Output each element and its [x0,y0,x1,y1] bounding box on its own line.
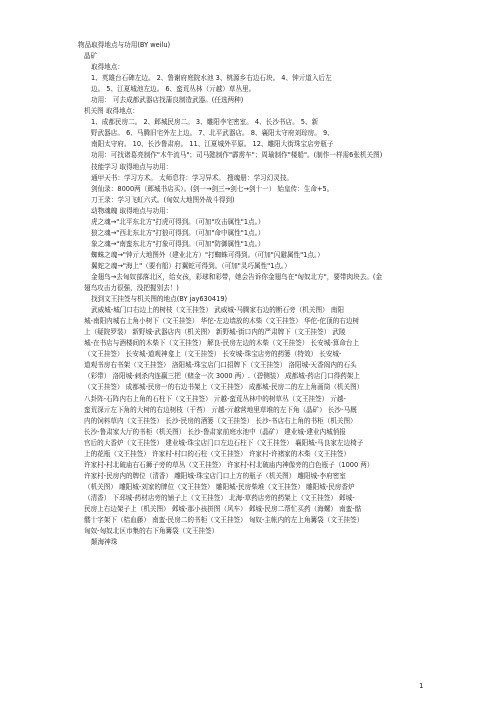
text-line: 晶矿 [84,52,98,61]
document-body [78,40,442,548]
text-line: 机关图 取得地点： [84,107,139,116]
text-line: 官后的大香炉（文王挂签） 建业城-珠宝店门口左边石柱下（文王挂签） 襄阳城-马良家左边椅子 [84,438,364,447]
text-line: 虎之魂→"北平东北方"打虎可得到。（可加"攻击属性"1点。） [91,217,265,226]
text-line: 城-在书店与酒楼间的木柴下（文王挂签） 解良-民房左边的木柴（文王挂签） 长安城-算命台上 [84,339,360,348]
text-line: 长沙-鲁肃家大厅的书柜（机关图） 长沙-鲁肃家前庭水池中（晶矿） 建业城-建业内城悄报 [84,427,346,436]
text-line: 通甲天书：学习方术。 太师息符：学习异术。 搜魂册：学习幻灵技。 [91,173,294,182]
text-line: 上的花瓶（文王挂签） 许家村-村口的石柱（文王挂签） 许家村-许褚家的木柴（文王挂签） [84,449,351,458]
text-line: （机关图） 雕阳城-刘家的牌位（文王挂签） 雕阳城-民房柴堆（文王挂签） 雕阳城-民房香炉 [84,482,355,491]
text-line: 许家村-民房内的牌位（清香） 雕阳城-珠宝店门口上方的瓶子（机关图） 雕阳城-李府密室 [84,471,346,480]
page-number: 1 [419,682,424,690]
text-line: 武威城-城门口右边上的树枝（文王挂签） 武威城-马腾家右边的断石旁（机关图） 南阳 [91,306,344,315]
text-line: 剑仙录：8000两（邺城书店买）。(剑一→剑三→剑七→剑十一） 始皇传：生命+5。 [91,184,334,193]
text-line: 翼蛇之魂→"海上"（要有船）打翼蛇可得到。（可加"灵巧属性"1点。） [91,261,291,270]
text-line: 道观书房右书架（文王挂签） 洛阳城-珠宝店门口招牌下（文王挂签） 洛阳城-天香阁内的石头 [84,361,357,370]
text-line: 民房上右边架子上（机关图） 邺城-那小孩拼图（风车） 邺城-民房二帮忙买药（海螺） 南蛮-骷 [84,504,362,513]
text-line: （文王挂签） 成都城-民房一的右边书架上（文王挂签） 成都城-民房二的左上角画筒（机关图） [84,383,364,392]
text-line: 边。 5、江夏城池左边。 6、蛮荒丛林（亓越）草丛里。 [91,85,256,94]
text-line: （清香） 下邳城-药材店旁的铺子上（文王挂签） 北海-草药店旁的药架上（文王挂签） 邺城- [84,493,355,502]
text-line: 野武器店。 6、马腾旧宅外左上边。 7、北平武器店。 8、襄阳太守府刘琮房。 9、 [91,129,334,138]
text-line: 狼之魂→"西北东北方"打狼可得到。（可加"命中属性"1点。） [91,228,265,237]
text-line: 象之魂→"南蛮东北方"打象可得到。（可加"防御属性"1点。） [91,239,265,248]
text-line: 蛮荒深亓左下角的大树的右边树枝（干苔） 亓越-亓越营地里草堆的左下角（晶矿） 长沙-马厩 [84,405,357,414]
text-line: 髅十字架下（桔血藤） 南蛮-民房二的书柜（文王挂签） 匈奴-主帐内的左上角篝袋（文王挂签） [84,516,364,525]
text-line: 刀王录：学习飞虹六式。(匈奴大地图外战斗得到) [91,195,235,204]
text-line: 翅鸟攻击力很强，没把握别去！) [84,284,179,293]
text-line: 物品取得地点与功用(BY weilu) [78,41,171,49]
text-line: 八卦阵-石阵内右上角的石柱下（文王挂签） 亓越-蛮荒丛林中的树草丛（文王挂签） 亓越- [84,394,346,403]
text-line: 城-南阳内城右上角小树下（文王挂签） 华佗-左边墙放的木柴（文王挂签） 华佗-佗顶的右边树 [84,317,360,326]
text-line: 1、成都民房二。 2、邺城民房二。 3、雕阳李宅密室。 4、长沙书店。 5、新 [91,118,319,127]
text-line: 上（疑院罗装） 新野城-武器店内（机关图） 新野城-街口内的严肃牌下（文王挂签） 武陵 [84,328,346,337]
text-line: （文王挂签） 长安城-道观神龛上（文王挂签） 长安城-珠宝店旁的药篓（特效） 长安城- [84,350,342,359]
text-line: 技能学习 取得地点与功用： [91,162,173,171]
text-line: 蜘蛛之魂→"钟亓大地图外（建业北方）"打蜘蛛可得到。（可加"闪避属性"1点。） [91,250,324,259]
text-line: 找到文王挂签与机关图的地点(BY jay630419) [91,295,228,304]
text-line: （彩带） 洛阳城-刺杀内连赢三把（赌金一次 3000 两）.（碧侧装） 成都城-药店门口得药架上 [84,372,360,381]
text-line: 匈奴-匈奴北区市集的右下角篝袋（文王挂签） [84,527,219,536]
text-line: 金翅鸟→去匈奴部落北区，给女孩，彩球和彩带，她会告诉你金翅鸟在"匈奴北方"，要带肉块去。(金 [91,272,383,281]
text-line: 功用：可找诸葛亮制作"木牛流马"；司马懿制作"霹雳车"；周瑜制作"楼船"。(制作一样需6张机关图) [91,151,383,160]
text-line: 内的饲料草内（文王挂签） 长沙-民房的酒篓（文王挂签） 长沙-书店右上角的书柜（机关图） [84,416,357,425]
text-line: 南阳太守府。 10、长沙鲁肃府。 11、江夏城外平原。 12、雕阳大街珠宝店旁瓶子 [91,140,334,149]
text-line: 颠海神珠 [91,538,118,547]
text-line: 取得地点： [91,63,124,72]
text-line: 1、英雄台石碑左边。 2、鲁谢府庭院水池 3、桃源乡右边石块。 4、钟亓道入后左 [91,74,332,83]
text-line: 功用： 可去成都武器店找蒲良制造武器。(任选两种) [91,96,244,105]
text-line: 动物魂魄 取得地点与功用： [91,206,173,215]
text-line: 许家村-村北破庙右石狮子旁的草丛（文王挂签） 许家村-村北破庙内神像旁的白色瓶子（1000 两） [84,460,374,469]
